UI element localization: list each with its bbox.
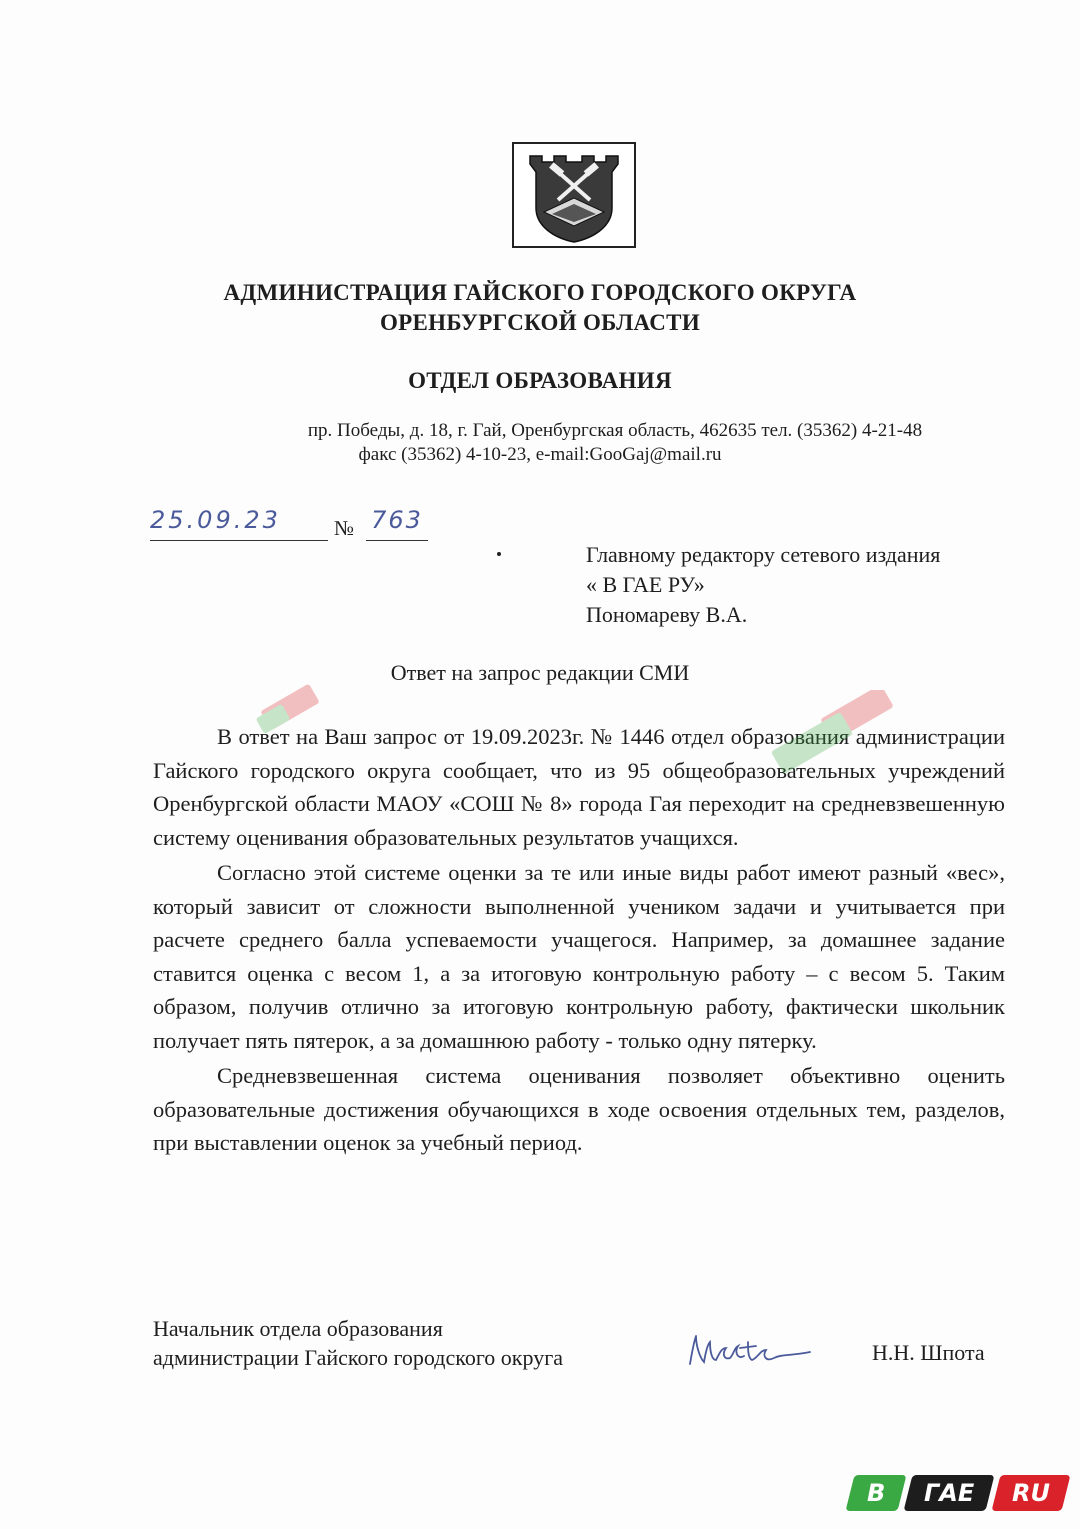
department-title: ОТДЕЛ ОБРАЗОВАНИЯ	[408, 368, 672, 393]
address-line1: пр. Победы, д. 18, г. Гай, Оренбургская область, 462635 тел. (35362) 4-21-48	[307, 420, 923, 441]
body-paragraph-2: Согласно этой системе оценки за те или иные виды работ имеют разный «вес», который зависит от сложности выполненной учеником задачи и учитывается при расчете среднего балла успеваемости учащегося. Например, за домашнее задание ставится оценка с весом 1, а за итоговую контрольную работу – с весом 5. Таким образом, получив отлично за итоговую контрольную работу, фактически школьник получает пять пятерок, а за домашнюю работу - только одну пятерку.	[153, 860, 1005, 1053]
site-watermark	[254, 680, 324, 740]
registration-block	[150, 506, 450, 546]
recipient-line2: « В ГАЕ РУ»	[586, 572, 705, 597]
registration-number-label: №	[334, 516, 355, 540]
bullet-dot	[497, 552, 501, 556]
registration-date: 25.09.23	[150, 506, 328, 541]
logo-segment-ru: RU	[992, 1475, 1071, 1511]
site-watermark	[752, 690, 902, 780]
logo-segment-b: В	[845, 1475, 906, 1511]
registration-number: 763	[366, 506, 428, 541]
recipient-block	[586, 540, 940, 630]
site-logo	[850, 1475, 1066, 1515]
body-paragraph-1: В ответ на Ваш запрос от 19.09.2023г. № 1446 отдел образования администрации Гайского городского округа сообщает, что из 95 общеобразовательных учреждений Оренбургской области МАОУ «СОШ № 8» города Гая переходит на средневзвешенную систему оценивания образовательных результатов учащихся.	[153, 724, 1005, 850]
coat-of-arms-icon	[512, 142, 636, 248]
handwritten-signature	[682, 1330, 822, 1370]
position-line2: администрации Гайского городского округа	[153, 1345, 563, 1370]
logo-segment-gae: ГАЕ	[903, 1475, 994, 1511]
org-title-line1: АДМИНИСТРАЦИЯ ГАЙСКОГО ГОРОДСКОГО ОКРУГА	[223, 280, 857, 305]
body-paragraph-3: Средневзвешенная система оценивания позволяет объективно оценить образовательные достижения обучающихся в ходе освоения отдельных тем, разделов, при выставлении оценок за учебный период.	[153, 1063, 1005, 1155]
org-title-line2: ОРЕНБУРГСКОЙ ОБЛАСТИ	[379, 310, 701, 335]
signatory-position	[153, 1314, 563, 1372]
recipient-line1: Главному редактору сетевого издания	[586, 542, 941, 567]
letter-subject: Ответ на запрос редакции СМИ	[390, 660, 690, 685]
address-line2: факс (35362) 4-10-23, e-mail:GooGaj@mail.ru	[358, 444, 722, 465]
recipient-line3: Пономареву В.А.	[586, 602, 748, 627]
position-line1: Начальник отдела образования	[153, 1316, 443, 1341]
signatory-name: Н.Н. Шпота	[872, 1340, 985, 1365]
letter-body	[153, 720, 1005, 1162]
